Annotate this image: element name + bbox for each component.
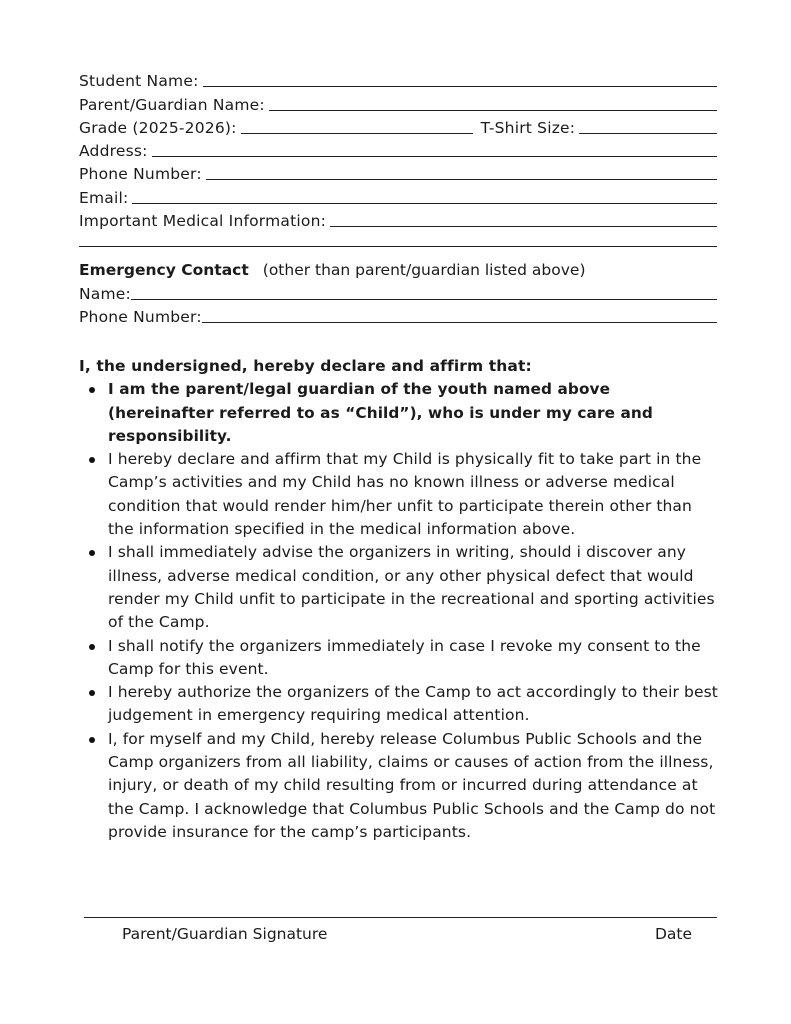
bullet-icon [89,737,95,743]
emergency-contact-section [79,257,717,327]
student-name-row [79,68,717,91]
parent-name-row [79,91,717,114]
declaration-heading: I, the undersigned, hereby declare and affirm that: [79,357,532,375]
bullet-icon [89,457,95,463]
medical-label: Important Medical Information: [79,212,327,231]
address-label: Address: [79,142,148,161]
bullet-icon [89,550,95,556]
address-field[interactable] [152,156,717,157]
tshirt-size-field[interactable] [579,133,717,134]
declaration-item-text: I hereby authorize the organizers of the Camp to act accordingly to their best judgement in emergency requiring medical attention. [108,683,718,725]
medical-continuation-line[interactable] [79,246,717,247]
declaration-item [79,378,719,448]
phone-label: Phone Number: [79,165,202,184]
emergency-name-field[interactable] [131,299,717,300]
emergency-phone-field[interactable] [202,322,717,323]
emergency-phone-label: Phone Number: [79,307,202,326]
emergency-contact-note: (other than parent/guardian listed above) [262,261,586,280]
declaration-item [79,448,719,541]
phone-field[interactable] [206,179,717,180]
declaration-item-text: I hereby declare and affirm that my Child is physically fit to take part in the Camp’s activities and my Child has no known illness or adverse medical condition that would render him/her unfit to participate therein other than the information specified in the medical information above. [108,450,702,539]
declaration-section [79,355,719,844]
declaration-list [79,378,719,844]
declaration-item-text: I shall notify the organizers immediately in case I revoke my consent to the Camp for this event. [108,636,701,678]
emergency-phone-row [79,304,717,327]
declaration-item [79,541,719,634]
parent-name-label: Parent/Guardian Name: [79,95,265,114]
phone-row [79,161,717,184]
declaration-item-text: I am the parent/legal guardian of the youth named above (hereinafter referred to as “Child”), who is under my care and responsibility. [108,380,653,445]
parent-name-field[interactable] [269,110,717,111]
emergency-name-label: Name: [79,284,131,303]
email-label: Email: [79,188,129,207]
declaration-item-text: I, for myself and my Child, hereby release Columbus Public Schools and the Camp organizers from all liability, claims or causes of action from the illness, injury, or death of my child resulting from or incurred during attendance at the Camp. I acknowledge that Columbus Public Schools and the Camp do not provide insurance for the camp’s participants. [108,729,716,841]
signature-label: Parent/Guardian Signature [122,925,328,943]
grade-tshirt-row [79,115,717,138]
bullet-icon [89,690,95,696]
bullet-icon [89,387,95,393]
emergency-contact-header [79,257,717,280]
emergency-contact-title: Emergency Contact [79,261,249,280]
grade-field[interactable] [241,133,473,134]
emergency-name-row [79,280,717,303]
grade-label: Grade (2025-2026): [79,118,237,137]
declaration-item [79,635,719,682]
address-row [79,138,717,161]
declaration-item [79,728,719,844]
email-field[interactable] [132,203,717,204]
bullet-icon [89,644,95,650]
medical-field[interactable] [330,226,717,227]
date-label: Date [655,925,693,943]
student-info-form [79,68,717,231]
student-name-label: Student Name: [79,72,199,91]
email-row [79,184,717,207]
signature-line[interactable] [84,917,717,918]
declaration-item [79,681,719,728]
medical-row [79,208,717,231]
declaration-item-text: I shall immediately advise the organizers in writing, should i discover any illness, adverse medical condition, or any other physical defect that would render my Child unfit to participate in the recreational and sporting activities of the Camp. [108,543,715,632]
tshirt-size-label: T-Shirt Size: [480,118,576,137]
student-name-field[interactable] [203,86,718,87]
